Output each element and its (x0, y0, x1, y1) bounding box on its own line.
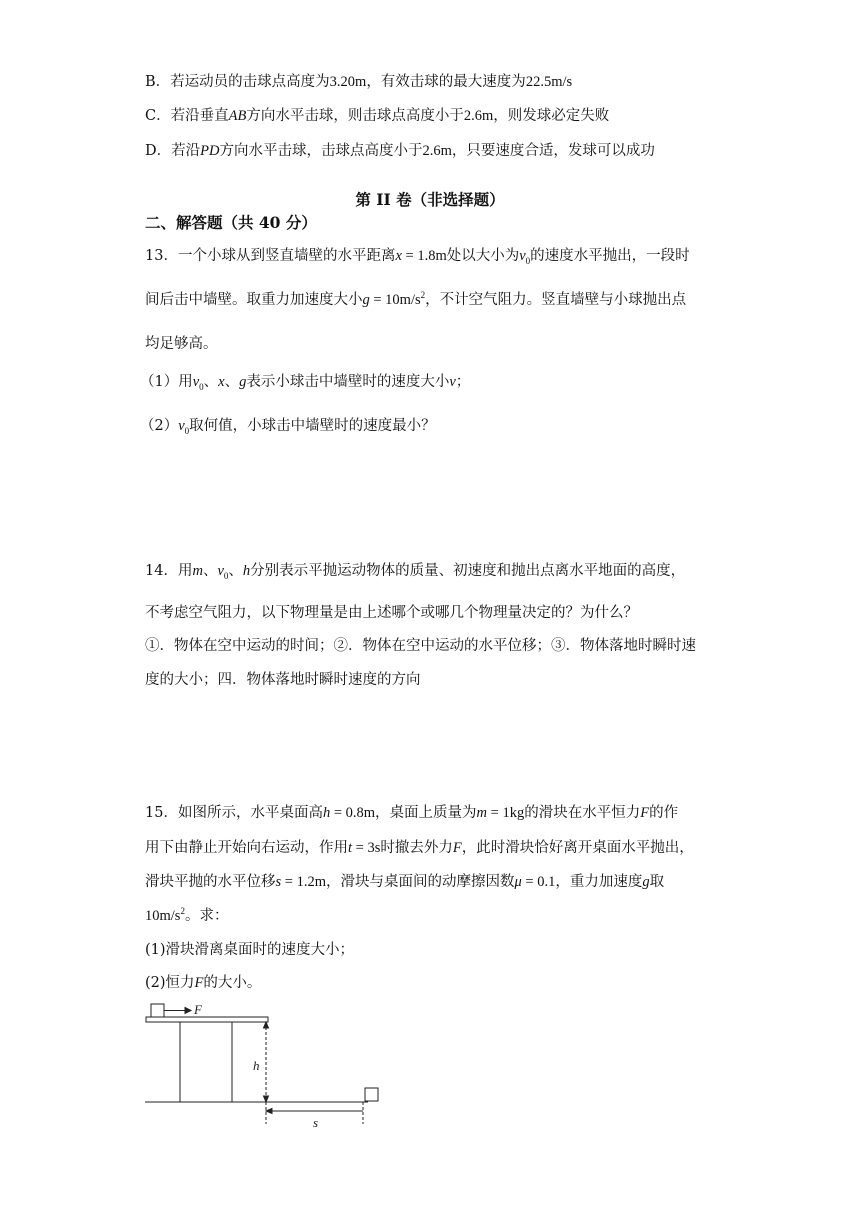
q15-figure (140, 1000, 390, 1135)
q15-line-1: 15．如图所示，水平桌面高h = 0.8m，桌面上质量为m = 1kg的滑块在水平恒力F的作 (145, 805, 679, 821)
label-F: F (194, 1002, 202, 1017)
block-on-ground (365, 1088, 378, 1101)
q14-line-2: 不考虑空气阻力，以下物理量是由上述哪个或哪几个物理量决定的？为什么？ (145, 605, 638, 621)
table-top (146, 1017, 268, 1022)
label-h: h (253, 1058, 260, 1073)
option-c: C．若沿垂直AB方向水平击球，则击球点高度小于2.6m，则发球必定失败 (145, 108, 610, 124)
q15-line-3: 滑块平抛的水平位移s = 1.2m，滑块与桌面间的动摩擦因数μ = 0.1，重力加速度g取 (145, 874, 665, 890)
label-s: s (313, 1115, 319, 1130)
q13-line-3: 均足够高。 (145, 336, 218, 352)
q13-part-2: $(2)v_0$取何值，小球击中墙壁时的速度最小？ (140, 418, 436, 436)
section-title: 第 II 卷（非选择题） (355, 190, 505, 209)
q15-line-4: $10m/s^2$。求： (145, 906, 229, 924)
section-heading: 二、解答题（共 40 分） (145, 213, 317, 232)
q13-line-1: 13．一个小球从到竖直墙壁的水平距离x = 1.8m处以大小为$v_0$的速度水平抛出，一段时 (145, 248, 690, 266)
q13-line-2: 间后击中墙壁。取重力加速度大小$g = 10m/s^2$，不计空气阻力。竖直墙壁与小球抛出点 (145, 290, 687, 308)
q15-line-2: 用下由静止开始向右运动，作用t = 3s时撤去外力F，此时滑块恰好离开桌面水平抛出， (145, 840, 694, 856)
q13-part-1: （1）用$v_0$、x、g表示小球击中墙壁时的速度大小v； (140, 374, 471, 392)
q14-line-4: 度的大小；四．物体落地时瞬时速度的方向 (145, 672, 421, 688)
option-d: D．若沿PD方向水平击球，击球点高度小于2.6m，只要速度合适，发球可以成功 (145, 143, 655, 159)
q15-part-1: (1)滑块滑离桌面时的速度大小； (145, 942, 355, 958)
q14-line-3: ①．物体在空中运动的时间；②．物体在空中运动的水平位移；③．物体落地时瞬时速 (145, 638, 696, 654)
option-b: B．若运动员的击球点高度为3.20m，有效击球的最大速度为22.5m/s (145, 74, 573, 90)
block-on-table (151, 1004, 164, 1017)
q15-part-2: (2)恒力F的大小。 (145, 975, 262, 991)
q14-line-1: 14．用m、$v_0$、h分别表示平抛运动物体的质量、初速度和抛出点离水平地面的高度， (145, 563, 686, 581)
